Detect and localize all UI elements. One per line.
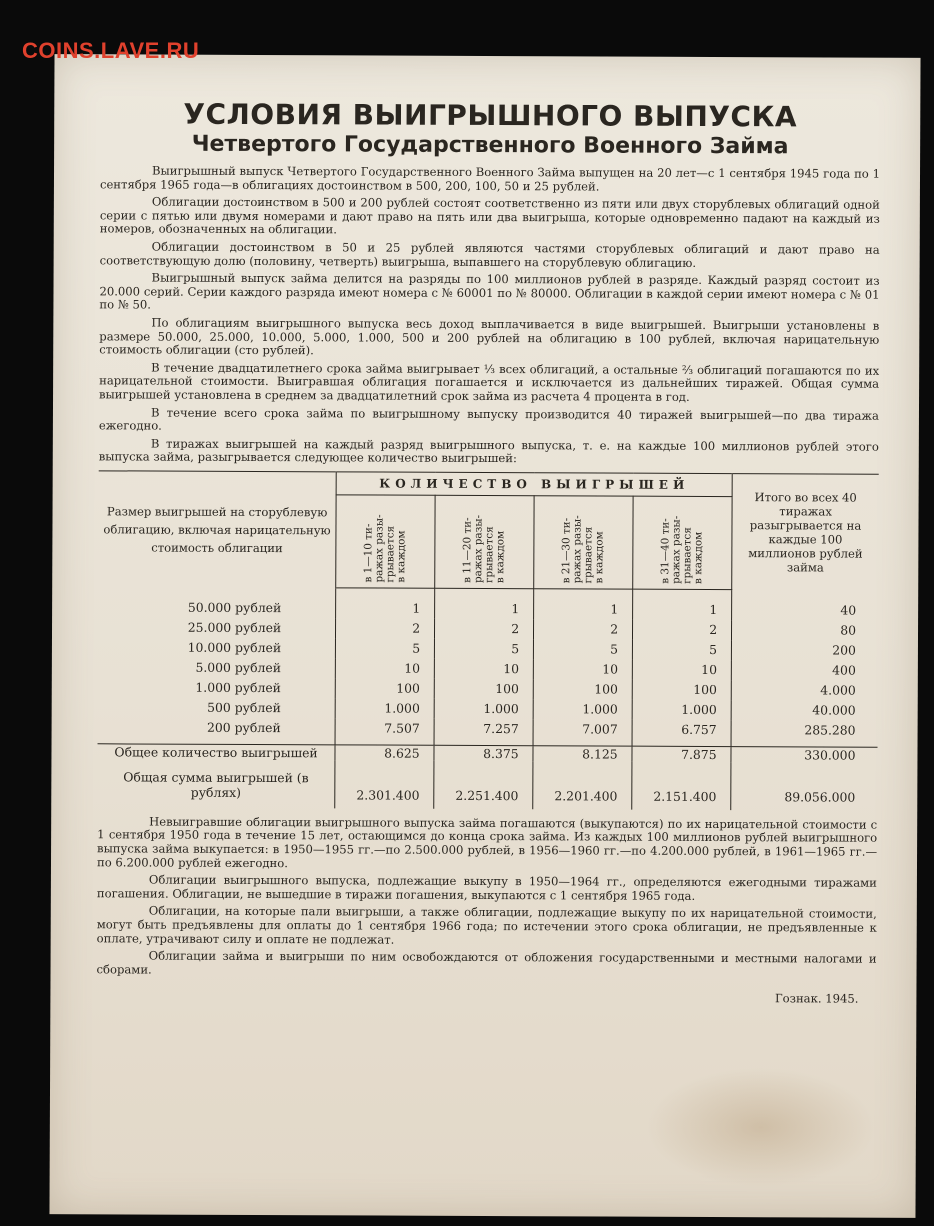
prize-size: 10.000 рублей xyxy=(98,637,336,658)
count-total: 330.000 xyxy=(731,746,877,762)
prize-count: 100 xyxy=(632,680,731,700)
sum-value: 2.201.400 xyxy=(533,761,632,809)
paragraph: Облигации достоинством в 50 и 25 рублей являются частями сторублевых облигаций и дают право на соответствующую долю (половину, четверть) выигрыша, выпавшего на сторублевую облигацию. xyxy=(99,239,880,270)
prize-count: 1.000 xyxy=(632,700,731,720)
prize-count: 5 xyxy=(534,639,633,659)
header-period xyxy=(633,496,732,589)
summary-rows xyxy=(97,744,877,811)
count-value: 8.375 xyxy=(434,745,533,761)
prize-total: 80 xyxy=(840,622,857,638)
header-total: Итого во всех 40 тиражах разыгрывается на каждые 100 миллионов рублей займа xyxy=(748,489,863,575)
prize-size: 200 рублей xyxy=(98,717,336,745)
imprint: Гознак. 1945. xyxy=(774,991,859,1007)
prize-count: 10 xyxy=(434,659,533,679)
prize-total: 40 xyxy=(840,602,857,618)
sum-value: 2.151.400 xyxy=(632,762,731,810)
prize-total: 285.280 xyxy=(804,722,856,738)
header-prize-size: Размер выигрышей на сторублевую облигацию, включая нарицательную стоимость облигации xyxy=(98,471,336,588)
header-period-label: в 21—30 ти- ражах разы- грывается в каждом xyxy=(560,515,606,584)
paragraph: Облигации займа и выигрыши по ним освобождаются от обложения государственными и местными налогами и сборами. xyxy=(96,948,877,977)
prize-count: 2 xyxy=(633,620,732,640)
paragraph: В течение двадцатилетнего срока займа выигрывает ⅓ всех облигаций, а остальные ⅔ облигаций погашаются по их нарицательной стоимости. Выигравшая облигация погашается и исключается из дальнейших тиражей. Общая сумма выигрышей установлена в среднем за двадцатилетний срок займа из расчета 4 процента в год. xyxy=(99,360,880,404)
prize-count: 2 xyxy=(336,618,435,638)
prize-total: 40.000 xyxy=(812,702,856,718)
header-prize-count: КОЛИЧЕСТВО ВЫИГРЫШЕЙ xyxy=(336,472,732,497)
prize-total: 4.000 xyxy=(820,682,856,698)
intro-paragraphs xyxy=(99,164,880,467)
closing-paragraphs xyxy=(97,815,878,980)
prize-count: 1 xyxy=(534,589,633,620)
prize-count: 1.000 xyxy=(434,699,533,719)
prize-size: 50.000 рублей xyxy=(98,587,336,619)
prize-count: 100 xyxy=(533,679,632,699)
sum-value: 2.251.400 xyxy=(434,761,533,809)
prize-count: 7.007 xyxy=(533,719,632,746)
header-period-label: в 11—20 ти- ражах разы- грывается в каждом xyxy=(461,514,507,583)
sum-label: Общая сумма выигрышей (в рублях) xyxy=(97,759,335,808)
paragraph: Невыигравшие облигации выигрышного выпуска займа погашаются (выкупаются) по их нарицательной стоимости с 1 сентября 1950 года в течение 15 лет, остающимся до конца срока займа. Из каждых 100 миллионов рублей выигрышного выпуска займа выкупается: в 1950—1955 гг.—по 2.500.000 рублей, в 1956—1960 гг.—по 4.200.000 рублей, в 1961—1965 гг.—по 6.200.000 рублей ежегодно. xyxy=(96,814,878,870)
paragraph: Облигации выигрышного выпуска, подлежащие выкупу в 1950—1964 гг., определяются ежегодными тиражами погашения. Облигации, не вышедшие в тиражи погашения, выкупаются с 1 сентября 1965 года. xyxy=(96,872,877,903)
table-row xyxy=(98,717,878,747)
paragraph: Облигации достоинством в 500 и 200 рублей состоят соответственно из пяти или двух сторублевых облигаций одной серии с пятью или двумя номерами и дают право на пять или два выигрыша, которые одновременно падают на каждый из номеров, обозначенных на облигации. xyxy=(99,194,880,237)
prize-rows xyxy=(98,587,879,747)
doc-title: УСЛОВИЯ ВЫИГРЫШНОГО ВЫПУСКА xyxy=(183,97,798,134)
prize-count: 1 xyxy=(633,589,732,620)
prize-count: 10 xyxy=(632,660,731,680)
doc-subtitle: Четвертого Государственного Военного Займа xyxy=(191,131,789,160)
paper-stain xyxy=(646,1067,877,1188)
prize-count: 2 xyxy=(534,619,633,639)
prize-count: 1 xyxy=(435,588,534,619)
count-label: Общее количество выигрышей xyxy=(97,744,335,761)
paragraph: В тиражах выигрышей на каждый разряд выигрышного выпуска, т. е. на каждые 100 миллионов рублей этого выпуска займа, разыгрывается следующее количество выигрышей: xyxy=(98,436,879,466)
prize-count: 7.257 xyxy=(434,719,533,746)
prize-total: 400 xyxy=(832,662,856,678)
header-period xyxy=(336,495,435,588)
prize-size: 25.000 рублей xyxy=(98,617,336,638)
sum-value: 2.301.400 xyxy=(335,760,434,808)
prize-count: 100 xyxy=(335,678,434,698)
header-period-label: в 1—10 ти- ражах разы- грывается в каждом xyxy=(362,514,408,583)
paragraph: Выигрышный выпуск Четвертого Государственного Военного Займа выпущен на 20 лет—с 1 сентября 1945 года по 1 сентября 1965 года—в облигациях достоинством в 500, 200, 100, 50 и 25 рублей. xyxy=(99,163,881,194)
prize-size: 500 рублей xyxy=(98,697,336,718)
count-value: 7.875 xyxy=(632,746,731,762)
count-value: 8.625 xyxy=(335,745,434,761)
prize-count: 10 xyxy=(533,659,632,679)
paragraph: Облигации, на которые пали выигрыши, а также облигации, подлежащие выкупу по их нарицательной стоимости, могут быть предъявлены для оплаты до 1 сентября 1966 года; по истечении этого срока облигации, не предъявленные к оплате, утрачивают силу и оплате не подлежат. xyxy=(96,903,877,947)
prize-total: 200 xyxy=(832,642,856,658)
prize-count: 7.507 xyxy=(335,718,434,745)
header-period xyxy=(534,496,633,589)
count-value: 8.125 xyxy=(533,746,632,762)
sum-total: 89.056.000 xyxy=(784,789,856,805)
prize-count: 6.757 xyxy=(632,720,731,747)
site-watermark: COINS.LAVE.RU xyxy=(22,38,200,63)
prize-count: 2 xyxy=(435,619,534,639)
prize-count: 100 xyxy=(434,679,533,699)
paragraph: Выигрышный выпуск займа делится на разряды по 100 миллионов рублей в разряде. Каждый разряд состоит из 20.000 серий. Серии каждого разряда имеют номера с № 60001 по № 80000. Облигации в каждой серии имеют номера с № 01 по № 50. xyxy=(99,270,880,312)
prize-table xyxy=(97,470,878,810)
prize-count: 5 xyxy=(435,639,534,659)
prize-count: 1 xyxy=(336,588,435,619)
prize-count: 5 xyxy=(633,640,732,660)
prize-size: 1.000 рублей xyxy=(98,677,336,698)
document-content xyxy=(96,98,880,1006)
header-period-label: в 31—40 ти- ражах разы- грывается в каждом xyxy=(659,515,705,584)
prize-count: 1.000 xyxy=(335,698,434,718)
prize-count: 1.000 xyxy=(533,699,632,719)
document-sheet xyxy=(49,54,920,1218)
prize-count: 5 xyxy=(336,638,435,658)
summary-sum-row xyxy=(97,759,877,810)
paragraph: По облигациям выигрышного выпуска весь доход выплачивается в виде выигрышей. Выигрыши установлены в размере 50.000, 25.000, 10.000, 5.000, 1.000, 500 и 200 рублей на облигацию в 100 рублей, включая нарицательную стоимость облигации (сто рублей). xyxy=(99,315,880,358)
header-period xyxy=(435,495,534,588)
table-row xyxy=(98,587,878,621)
paragraph: В течение всего срока займа по выигрышному выпуску производится 40 тиражей выигрышей—по два тиража ежегодно. xyxy=(98,405,879,433)
prize-count: 10 xyxy=(336,658,435,678)
prize-size: 5.000 рублей xyxy=(98,657,336,678)
